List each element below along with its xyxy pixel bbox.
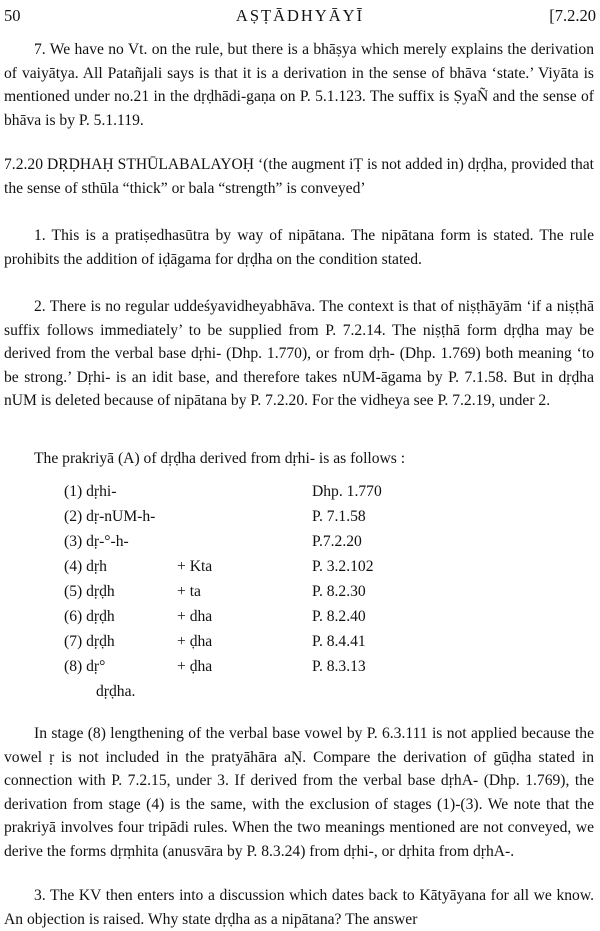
derivation-row: [4, 655, 594, 680]
derivation-step: (7) dṛḍh: [64, 633, 115, 650]
paragraph-stage-8: In stage (8) lengthening of the verbal base vowel by P. 6.3.111 is not applied because the vowel ṛ is not included in the pratyāhāra aṆ. Compare the derivation of gūḍha stated in connection with P. 7.2.15, under 3. If derived from the verbal base dṛhA- (Dhp. 1.769), the derivation from stage (4) is the same, with the exclusion of stages (1)-(3). We note that the prakriyā involves four tripādi rules. When the two meanings mentioned are not conveyed, we derive the forms dṛṃhita (anusvāra by P. 8.3.24) from dṛhi-, or dṛhita from dṛhA-.: [4, 725, 594, 860]
derivation-step: (1) dṛhi-: [64, 483, 117, 500]
derivation-row: [4, 505, 594, 530]
derivation-rule: P. 8.2.30: [312, 583, 366, 600]
rule-heading: 7.2.20 DṚḌHAḤ STHŪLABALAYOḤ ‘(the augment iṬ is not added in) dṛḍha, provided that the sense of sthūla “thick” or bala “strength” is conveyed’: [4, 156, 594, 197]
derivation-suffix: + dha: [177, 608, 213, 625]
derivation-row: [4, 605, 594, 630]
derivation-result-row: [4, 680, 594, 705]
derivation-step: (8) dṛ°: [64, 658, 106, 675]
derivation-suffix: + ḍha: [177, 658, 213, 675]
derivation-step: (6) dṛḍh: [64, 608, 115, 625]
derivation-rule: P.7.2.20: [312, 533, 362, 550]
derivation-step: (4) dṛh: [64, 558, 107, 575]
derivation-suffix: + ḍha: [177, 633, 213, 650]
derivation-row: [4, 630, 594, 655]
derivation-step: (2) dṛ-nUM-h-: [64, 508, 156, 525]
paragraph-note-3: 3. The KV then enters into a discussion which dates back to Kātyāyana for all we know. An objection is raised. Why state dṛḍha as a nipātana? The answer: [4, 887, 594, 928]
page-number: 50: [4, 6, 21, 25]
derivation-row: [4, 530, 594, 555]
derivation-rule: P. 8.2.40: [312, 608, 366, 625]
derivation-step: (3) dṛ-°-h-: [64, 533, 129, 550]
paragraph-note-2: 2. There is no regular uddeśyavidheyabhāva. The context is that of niṣṭhāyām ‘if a niṣṭhā suffix follows immediately’ to be supplied from P. 7.2.14. The niṣṭhā form dṛḍha may be derived from the verbal base dṛhi- (Dhp. 1.770), or from dṛh- (Dhp. 1.769) both meaning ‘to be strong.’ Dṛhi- is an idit base, and therefore takes nUM-āgama by P. 7.1.58. But in dṛḍha nUM is deleted because of nipātana by P. 7.2.20. For the vidheya see P. 7.2.19, under 2.: [4, 298, 594, 409]
page-header: [4, 4, 596, 28]
page-body: [4, 38, 594, 931]
running-title: AṢṬĀDHYĀYĪ: [235, 6, 365, 25]
derivation-row: [4, 580, 594, 605]
derivation-suffix: + ta: [177, 583, 201, 600]
derivation-row: [4, 555, 594, 580]
derivation-rule: Dhp. 1.770: [312, 483, 382, 500]
derivation-rule: P. 8.3.13: [312, 658, 366, 675]
derivation-step: (5) dṛḍh: [64, 583, 115, 600]
derivation-rule: P. 3.2.102: [312, 558, 374, 575]
derivation-table: [4, 480, 594, 705]
derivation-result: dṛḍha.: [96, 683, 136, 700]
section-reference: [7.2.20: [549, 6, 596, 25]
derivation-suffix: + Kta: [177, 558, 213, 575]
paragraph-note-1: 1. This is a pratiṣedhasūtra by way of nipātana. The nipātana form is stated. The rule prohibits the addition of iḍāgama for dṛḍha on the condition stated.: [4, 227, 594, 268]
derivation-rule: P. 8.4.41: [312, 633, 366, 650]
derivation-row: [4, 480, 594, 505]
prakriya-intro: The prakriyā (A) of dṛḍha derived from dṛhi- is as follows :: [34, 449, 406, 467]
paragraph-note-7: 7. We have no Vt. on the rule, but there is a bhāṣya which merely explains the derivation of vaiyātya. All Patañjali says is that it is a derivation in the sense of bhāva ‘state.’ Viyāta is mentioned under no.21 in the dṛḍhādi-gaṇa on P. 5.1.123. The suffix is ṢyaÑ and the sense of bhāva is by P. 5.1.119.: [4, 41, 594, 129]
derivation-rule: P. 7.1.58: [312, 508, 366, 525]
